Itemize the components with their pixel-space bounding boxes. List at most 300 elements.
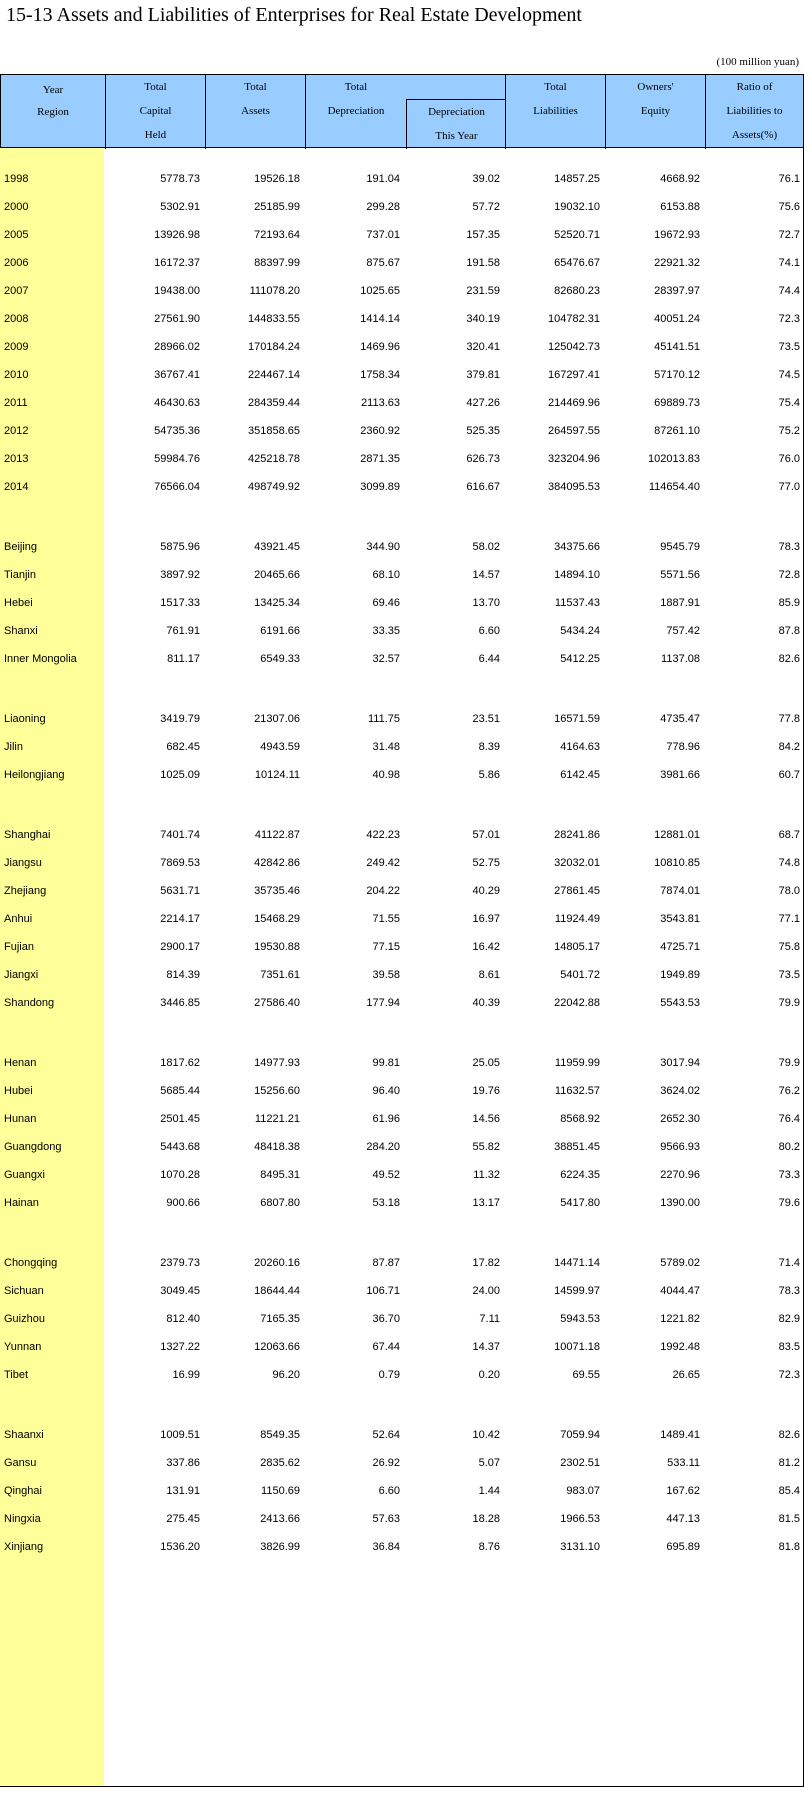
cell-value: 2302.51 (560, 1457, 600, 1469)
cell-value: 616.67 (466, 481, 500, 493)
cell-value: 1949.89 (660, 969, 700, 981)
cell-value: 28241.86 (554, 829, 600, 841)
cell-value: 99.81 (372, 1057, 400, 1069)
cell-value: 8549.35 (260, 1429, 300, 1441)
row-label: Hunan (4, 1113, 37, 1125)
header-text: Assets(%) (731, 129, 778, 141)
row-label: 2014 (4, 481, 29, 493)
cell-value: 74.5 (778, 369, 800, 381)
cell-value: 76.4 (778, 1113, 800, 1125)
cell-value: 73.5 (778, 341, 800, 353)
row-label: Henan (4, 1057, 37, 1069)
cell-value: 1150.69 (261, 1485, 300, 1497)
cell-value: 57.72 (472, 201, 500, 213)
cell-value: 5571.56 (660, 569, 700, 581)
cell-value: 75.2 (778, 425, 800, 437)
header-text: Owners' (637, 81, 674, 93)
table-header (0, 74, 804, 148)
cell-value: 737.01 (366, 229, 400, 241)
cell-value: 4735.47 (660, 713, 700, 725)
table-row (0, 988, 804, 1020)
header-text: Total (344, 81, 368, 93)
cell-value: 69.55 (572, 1369, 600, 1381)
cell-value: 85.9 (778, 597, 800, 609)
row-label: Hainan (4, 1197, 39, 1209)
cell-value: 5.86 (478, 769, 500, 781)
header-total-depreciation (306, 75, 406, 123)
header-year-region (1, 75, 105, 149)
cell-value: 14894.10 (554, 569, 600, 581)
cell-value: 7165.35 (260, 1313, 300, 1325)
cell-value: 52520.71 (554, 229, 600, 241)
cell-value: 1536.20 (160, 1541, 200, 1553)
cell-value: 5778.73 (160, 173, 200, 185)
cell-value: 69.46 (372, 597, 400, 609)
cell-value: 1414.14 (360, 313, 400, 325)
cell-value: 57.63 (372, 1513, 400, 1525)
cell-value: 7059.94 (560, 1429, 600, 1441)
cell-value: 81.5 (778, 1513, 800, 1525)
cell-value: 3446.85 (160, 997, 200, 1009)
cell-value: 26.92 (372, 1457, 400, 1469)
cell-value: 74.4 (778, 285, 800, 297)
cell-value: 7.11 (479, 1313, 500, 1325)
cell-value: 2652.30 (660, 1113, 700, 1125)
cell-value: 13.17 (472, 1197, 500, 1209)
cell-value: 812.40 (166, 1313, 200, 1325)
cell-value: 761.91 (166, 625, 200, 637)
cell-value: 6153.88 (660, 201, 700, 213)
cell-value: 40051.24 (654, 313, 700, 325)
cell-value: 20465.66 (254, 569, 300, 581)
cell-value: 3099.89 (360, 481, 400, 493)
header-text: Total (244, 81, 267, 93)
cell-value: 18644.44 (254, 1285, 300, 1297)
cell-value: 10124.11 (254, 769, 300, 781)
cell-value: 19.76 (472, 1085, 500, 1097)
cell-value: 41122.87 (254, 829, 300, 841)
cell-value: 16571.59 (554, 713, 600, 725)
cell-value: 3624.02 (660, 1085, 700, 1097)
cell-value: 3131.10 (560, 1541, 600, 1553)
row-label: 2005 (4, 229, 29, 241)
cell-value: 13926.98 (154, 229, 200, 241)
cell-value: 102013.83 (648, 453, 700, 465)
cell-value: 24.00 (472, 1285, 500, 1297)
cell-value: 422.23 (366, 829, 400, 841)
cell-value: 15256.60 (254, 1085, 300, 1097)
header-total-capital-held (105, 75, 205, 149)
cell-value: 16.99 (172, 1369, 200, 1381)
cell-value: 4943.59 (260, 741, 300, 753)
cell-value: 5543.53 (660, 997, 700, 1009)
cell-value: 5443.68 (160, 1141, 200, 1153)
cell-value: 8568.92 (560, 1113, 600, 1125)
row-label: Ningxia (4, 1513, 41, 1525)
cell-value: 5875.96 (160, 541, 200, 553)
cell-value: 323204.96 (548, 453, 600, 465)
row-label: Jiangxi (4, 969, 39, 981)
header-ratio (705, 75, 803, 149)
cell-value: 814.39 (166, 969, 200, 981)
row-label: Zhejiang (4, 885, 47, 897)
cell-value: 19438.00 (154, 285, 200, 297)
cell-value: 69889.73 (654, 397, 700, 409)
cell-value: 77.8 (778, 713, 800, 725)
cell-value: 74.8 (778, 857, 800, 869)
cell-value: 5434.24 (560, 625, 600, 637)
header-text: Total (144, 81, 167, 93)
cell-value: 275.45 (166, 1513, 200, 1525)
cell-value: 214469.96 (548, 397, 600, 409)
cell-value: 87.8 (778, 625, 800, 637)
cell-value: 27561.90 (154, 313, 200, 325)
cell-value: 6.60 (378, 1485, 400, 1497)
cell-value: 72.3 (778, 313, 800, 325)
cell-value: 682.45 (166, 741, 200, 753)
cell-value: 79.6 (778, 1197, 800, 1209)
cell-value: 13425.34 (254, 597, 300, 609)
row-label: Anhui (4, 913, 33, 925)
row-label: 2007 (4, 285, 29, 297)
cell-value: 7401.74 (160, 829, 200, 841)
cell-value: 1517.33 (160, 597, 200, 609)
cell-value: 340.19 (466, 313, 500, 325)
cell-value: 6549.33 (260, 653, 300, 665)
row-label: Shandong (4, 997, 55, 1009)
cell-value: 2214.17 (160, 913, 200, 925)
cell-value: 59984.76 (154, 453, 200, 465)
cell-value: 14857.25 (554, 173, 600, 185)
cell-value: 78.3 (778, 541, 800, 553)
cell-value: 31.48 (372, 741, 400, 753)
table-row (0, 644, 804, 676)
cell-value: 299.28 (366, 201, 400, 213)
cell-value: 778.96 (666, 741, 700, 753)
cell-value: 81.8 (778, 1541, 800, 1553)
cell-value: 40.29 (472, 885, 500, 897)
cell-value: 12063.66 (254, 1341, 300, 1353)
cell-value: 77.15 (372, 941, 400, 953)
cell-value: 284359.44 (248, 397, 300, 409)
cell-value: 8.76 (478, 1541, 500, 1553)
cell-value: 104782.31 (548, 313, 600, 325)
cell-value: 811.17 (167, 653, 200, 665)
cell-value: 447.13 (666, 1513, 700, 1525)
cell-value: 4725.71 (660, 941, 700, 953)
cell-value: 1025.65 (360, 285, 400, 297)
cell-value: 75.8 (778, 941, 800, 953)
header-text: Equity (640, 105, 671, 117)
cell-value: 191.04 (366, 173, 400, 185)
cell-value: 36767.41 (154, 369, 200, 381)
cell-value: 16172.37 (154, 257, 200, 269)
row-label: Qinghai (4, 1485, 42, 1497)
row-label: Liaoning (4, 713, 46, 725)
cell-value: 79.9 (778, 1057, 800, 1069)
cell-value: 9566.93 (660, 1141, 700, 1153)
row-label: Fujian (4, 941, 34, 953)
cell-value: 2835.62 (260, 1457, 300, 1469)
row-label: Yunnan (4, 1341, 42, 1353)
cell-value: 19530.88 (254, 941, 300, 953)
cell-value: 2501.45 (160, 1113, 200, 1125)
cell-value: 65476.67 (554, 257, 600, 269)
cell-value: 4164.63 (560, 741, 600, 753)
cell-value: 264597.55 (548, 425, 600, 437)
cell-value: 379.81 (466, 369, 500, 381)
cell-value: 344.90 (366, 541, 400, 553)
cell-value: 6224.35 (560, 1169, 600, 1181)
cell-value: 76.0 (778, 453, 800, 465)
cell-value: 1817.62 (160, 1057, 200, 1069)
cell-value: 2270.96 (660, 1169, 700, 1181)
cell-value: 79.9 (778, 997, 800, 1009)
row-label: Hebei (4, 597, 33, 609)
cell-value: 3897.92 (160, 569, 200, 581)
cell-value: 6.60 (478, 625, 500, 637)
header-text: This Year (435, 130, 478, 142)
row-label: 1998 (4, 173, 29, 185)
row-label: 2000 (4, 201, 29, 213)
cell-value: 28397.97 (654, 285, 700, 297)
cell-value: 57170.12 (654, 369, 700, 381)
table-bottom-border (0, 1786, 804, 1787)
cell-value: 52.64 (372, 1429, 400, 1441)
cell-value: 170184.24 (248, 341, 300, 353)
cell-value: 71.55 (372, 913, 400, 925)
cell-value: 53.18 (372, 1197, 400, 1209)
cell-value: 191.58 (466, 257, 500, 269)
header-total-liabilities (505, 75, 605, 149)
cell-value: 21307.06 (254, 713, 300, 725)
cell-value: 16.42 (472, 941, 500, 953)
row-label: Heilongjiang (4, 769, 65, 781)
cell-value: 75.4 (778, 397, 800, 409)
cell-value: 36.84 (372, 1541, 400, 1553)
cell-value: 1070.28 (160, 1169, 200, 1181)
cell-value: 60.7 (778, 769, 800, 781)
cell-value: 533.11 (667, 1457, 700, 1469)
cell-value: 78.0 (778, 885, 800, 897)
cell-value: 8.39 (478, 741, 500, 753)
row-label: Sichuan (4, 1285, 44, 1297)
row-label: 2008 (4, 313, 29, 325)
cell-value: 32.57 (372, 653, 400, 665)
cell-value: 48418.38 (254, 1141, 300, 1153)
cell-value: 425218.78 (248, 453, 300, 465)
cell-value: 1025.09 (160, 769, 200, 781)
cell-value: 1327.22 (160, 1341, 200, 1353)
cell-value: 14599.97 (554, 1285, 600, 1297)
header-text: Liabilities to (726, 105, 783, 117)
cell-value: 87261.10 (654, 425, 700, 437)
cell-value: 87.87 (372, 1257, 400, 1269)
cell-value: 525.35 (466, 425, 500, 437)
cell-value: 73.5 (778, 969, 800, 981)
row-label: Chongqing (4, 1257, 58, 1269)
cell-value: 167.62 (666, 1485, 700, 1497)
cell-value: 39.02 (472, 173, 500, 185)
cell-value: 2900.17 (160, 941, 200, 953)
cell-value: 111078.20 (249, 285, 300, 297)
cell-value: 498749.92 (248, 481, 300, 493)
cell-value: 76.1 (778, 173, 800, 185)
header-text: Depreciation (428, 106, 485, 118)
table-row (0, 760, 804, 792)
cell-value: 2360.92 (360, 425, 400, 437)
page-title: 15-13 Assets and Liabilities of Enterprises for Real Estate Development (6, 4, 582, 26)
cell-value: 5789.02 (660, 1257, 700, 1269)
cell-value: 43921.45 (254, 541, 300, 553)
row-label: Gansu (4, 1457, 37, 1469)
cell-value: 82.6 (778, 1429, 800, 1441)
row-label: 2013 (4, 453, 29, 465)
cell-value: 144833.55 (248, 313, 300, 325)
cell-value: 1390.00 (660, 1197, 700, 1209)
row-label: Tianjin (4, 569, 36, 581)
cell-value: 83.5 (778, 1341, 800, 1353)
cell-value: 695.89 (666, 1541, 700, 1553)
cell-value: 85.4 (778, 1485, 800, 1497)
cell-value: 77.0 (778, 481, 800, 493)
cell-value: 10071.18 (554, 1341, 600, 1353)
cell-value: 2379.73 (160, 1257, 200, 1269)
cell-value: 10.42 (472, 1429, 500, 1441)
cell-value: 81.2 (778, 1457, 800, 1469)
cell-value: 11221.21 (254, 1113, 300, 1125)
cell-value: 23.51 (472, 713, 500, 725)
row-label: Tibet (4, 1369, 29, 1381)
header-text: Assets (241, 105, 270, 117)
cell-value: 72.8 (778, 569, 800, 581)
cell-value: 20260.16 (254, 1257, 300, 1269)
cell-value: 9545.79 (660, 541, 700, 553)
cell-value: 1887.91 (660, 597, 700, 609)
cell-value: 72.7 (778, 229, 800, 241)
cell-value: 125042.73 (548, 341, 600, 353)
row-label: Guangxi (4, 1169, 45, 1181)
row-label: Guizhou (4, 1313, 45, 1325)
cell-value: 42842.86 (254, 857, 300, 869)
cell-value: 15468.29 (254, 913, 300, 925)
cell-value: 1489.41 (660, 1429, 700, 1441)
cell-value: 5.07 (478, 1457, 500, 1469)
header-depreciation-this-year (406, 99, 506, 149)
cell-value: 384095.53 (548, 481, 600, 493)
header-region: Region (37, 106, 69, 118)
cell-value: 10810.85 (654, 857, 700, 869)
cell-value: 61.96 (372, 1113, 400, 1125)
row-label: Shanxi (4, 625, 38, 637)
cell-value: 427.26 (466, 397, 500, 409)
row-label: 2012 (4, 425, 29, 437)
cell-value: 1469.96 (360, 341, 400, 353)
cell-value: 14.56 (472, 1113, 500, 1125)
cell-value: 3049.45 (160, 1285, 200, 1297)
cell-value: 55.82 (472, 1141, 500, 1153)
cell-value: 77.1 (778, 913, 800, 925)
row-label: 2011 (4, 397, 28, 409)
cell-value: 40.98 (372, 769, 400, 781)
cell-value: 5412.25 (560, 653, 600, 665)
cell-value: 67.44 (372, 1341, 400, 1353)
header-text: Held (144, 129, 167, 141)
cell-value: 52.75 (472, 857, 500, 869)
cell-value: 27861.45 (554, 885, 600, 897)
cell-value: 11.32 (473, 1169, 500, 1181)
cell-value: 68.10 (372, 569, 400, 581)
cell-value: 14.57 (472, 569, 500, 581)
header-year: Year (42, 84, 64, 96)
table-row (0, 1188, 804, 1220)
cell-value: 18.28 (472, 1513, 500, 1525)
header-text: Ratio of (736, 81, 773, 93)
cell-value: 73.3 (778, 1169, 800, 1181)
cell-value: 224467.14 (248, 369, 300, 381)
cell-value: 284.20 (366, 1141, 400, 1153)
cell-value: 6191.66 (260, 625, 300, 637)
row-label: Jilin (4, 741, 23, 753)
cell-value: 7874.01 (660, 885, 700, 897)
cell-value: 68.7 (778, 829, 800, 841)
cell-value: 1992.48 (660, 1341, 700, 1353)
header-total-depreciation-group (305, 75, 505, 149)
cell-value: 96.40 (372, 1085, 400, 1097)
cell-value: 5302.91 (160, 201, 200, 213)
unit-label: (100 million yuan) (716, 56, 799, 68)
data-table (0, 74, 804, 1806)
cell-value: 5943.53 (560, 1313, 600, 1325)
cell-value: 1.44 (478, 1485, 500, 1497)
cell-value: 3543.81 (660, 913, 700, 925)
cell-value: 1758.34 (360, 369, 400, 381)
cell-value: 2413.66 (260, 1513, 300, 1525)
cell-value: 46430.63 (154, 397, 200, 409)
cell-value: 27586.40 (254, 997, 300, 1009)
cell-value: 34375.66 (554, 541, 600, 553)
cell-value: 28966.02 (154, 341, 200, 353)
cell-value: 106.71 (366, 1285, 400, 1297)
cell-value: 6.44 (478, 653, 500, 665)
cell-value: 0.20 (478, 1369, 500, 1381)
cell-value: 131.91 (166, 1485, 200, 1497)
cell-value: 231.59 (466, 285, 500, 297)
cell-value: 80.2 (778, 1141, 800, 1153)
cell-value: 111.75 (367, 713, 400, 725)
row-label: 2009 (4, 341, 29, 353)
cell-value: 33.35 (372, 625, 400, 637)
cell-value: 4044.47 (660, 1285, 700, 1297)
cell-value: 76.2 (778, 1085, 800, 1097)
table-row (0, 472, 804, 504)
cell-value: 320.41 (466, 341, 500, 353)
cell-value: 4668.92 (660, 173, 700, 185)
cell-value: 900.66 (166, 1197, 200, 1209)
cell-value: 54735.36 (154, 425, 200, 437)
row-label: Jiangsu (4, 857, 42, 869)
cell-value: 78.3 (778, 1285, 800, 1297)
row-label: 2006 (4, 257, 29, 269)
cell-value: 32032.01 (554, 857, 600, 869)
cell-value: 22921.32 (654, 257, 700, 269)
cell-value: 19526.18 (254, 173, 300, 185)
row-label: Xinjiang (4, 1541, 44, 1553)
cell-value: 49.52 (372, 1169, 400, 1181)
cell-value: 337.86 (166, 1457, 200, 1469)
cell-value: 626.73 (466, 453, 500, 465)
row-label: Shanghai (4, 829, 51, 841)
